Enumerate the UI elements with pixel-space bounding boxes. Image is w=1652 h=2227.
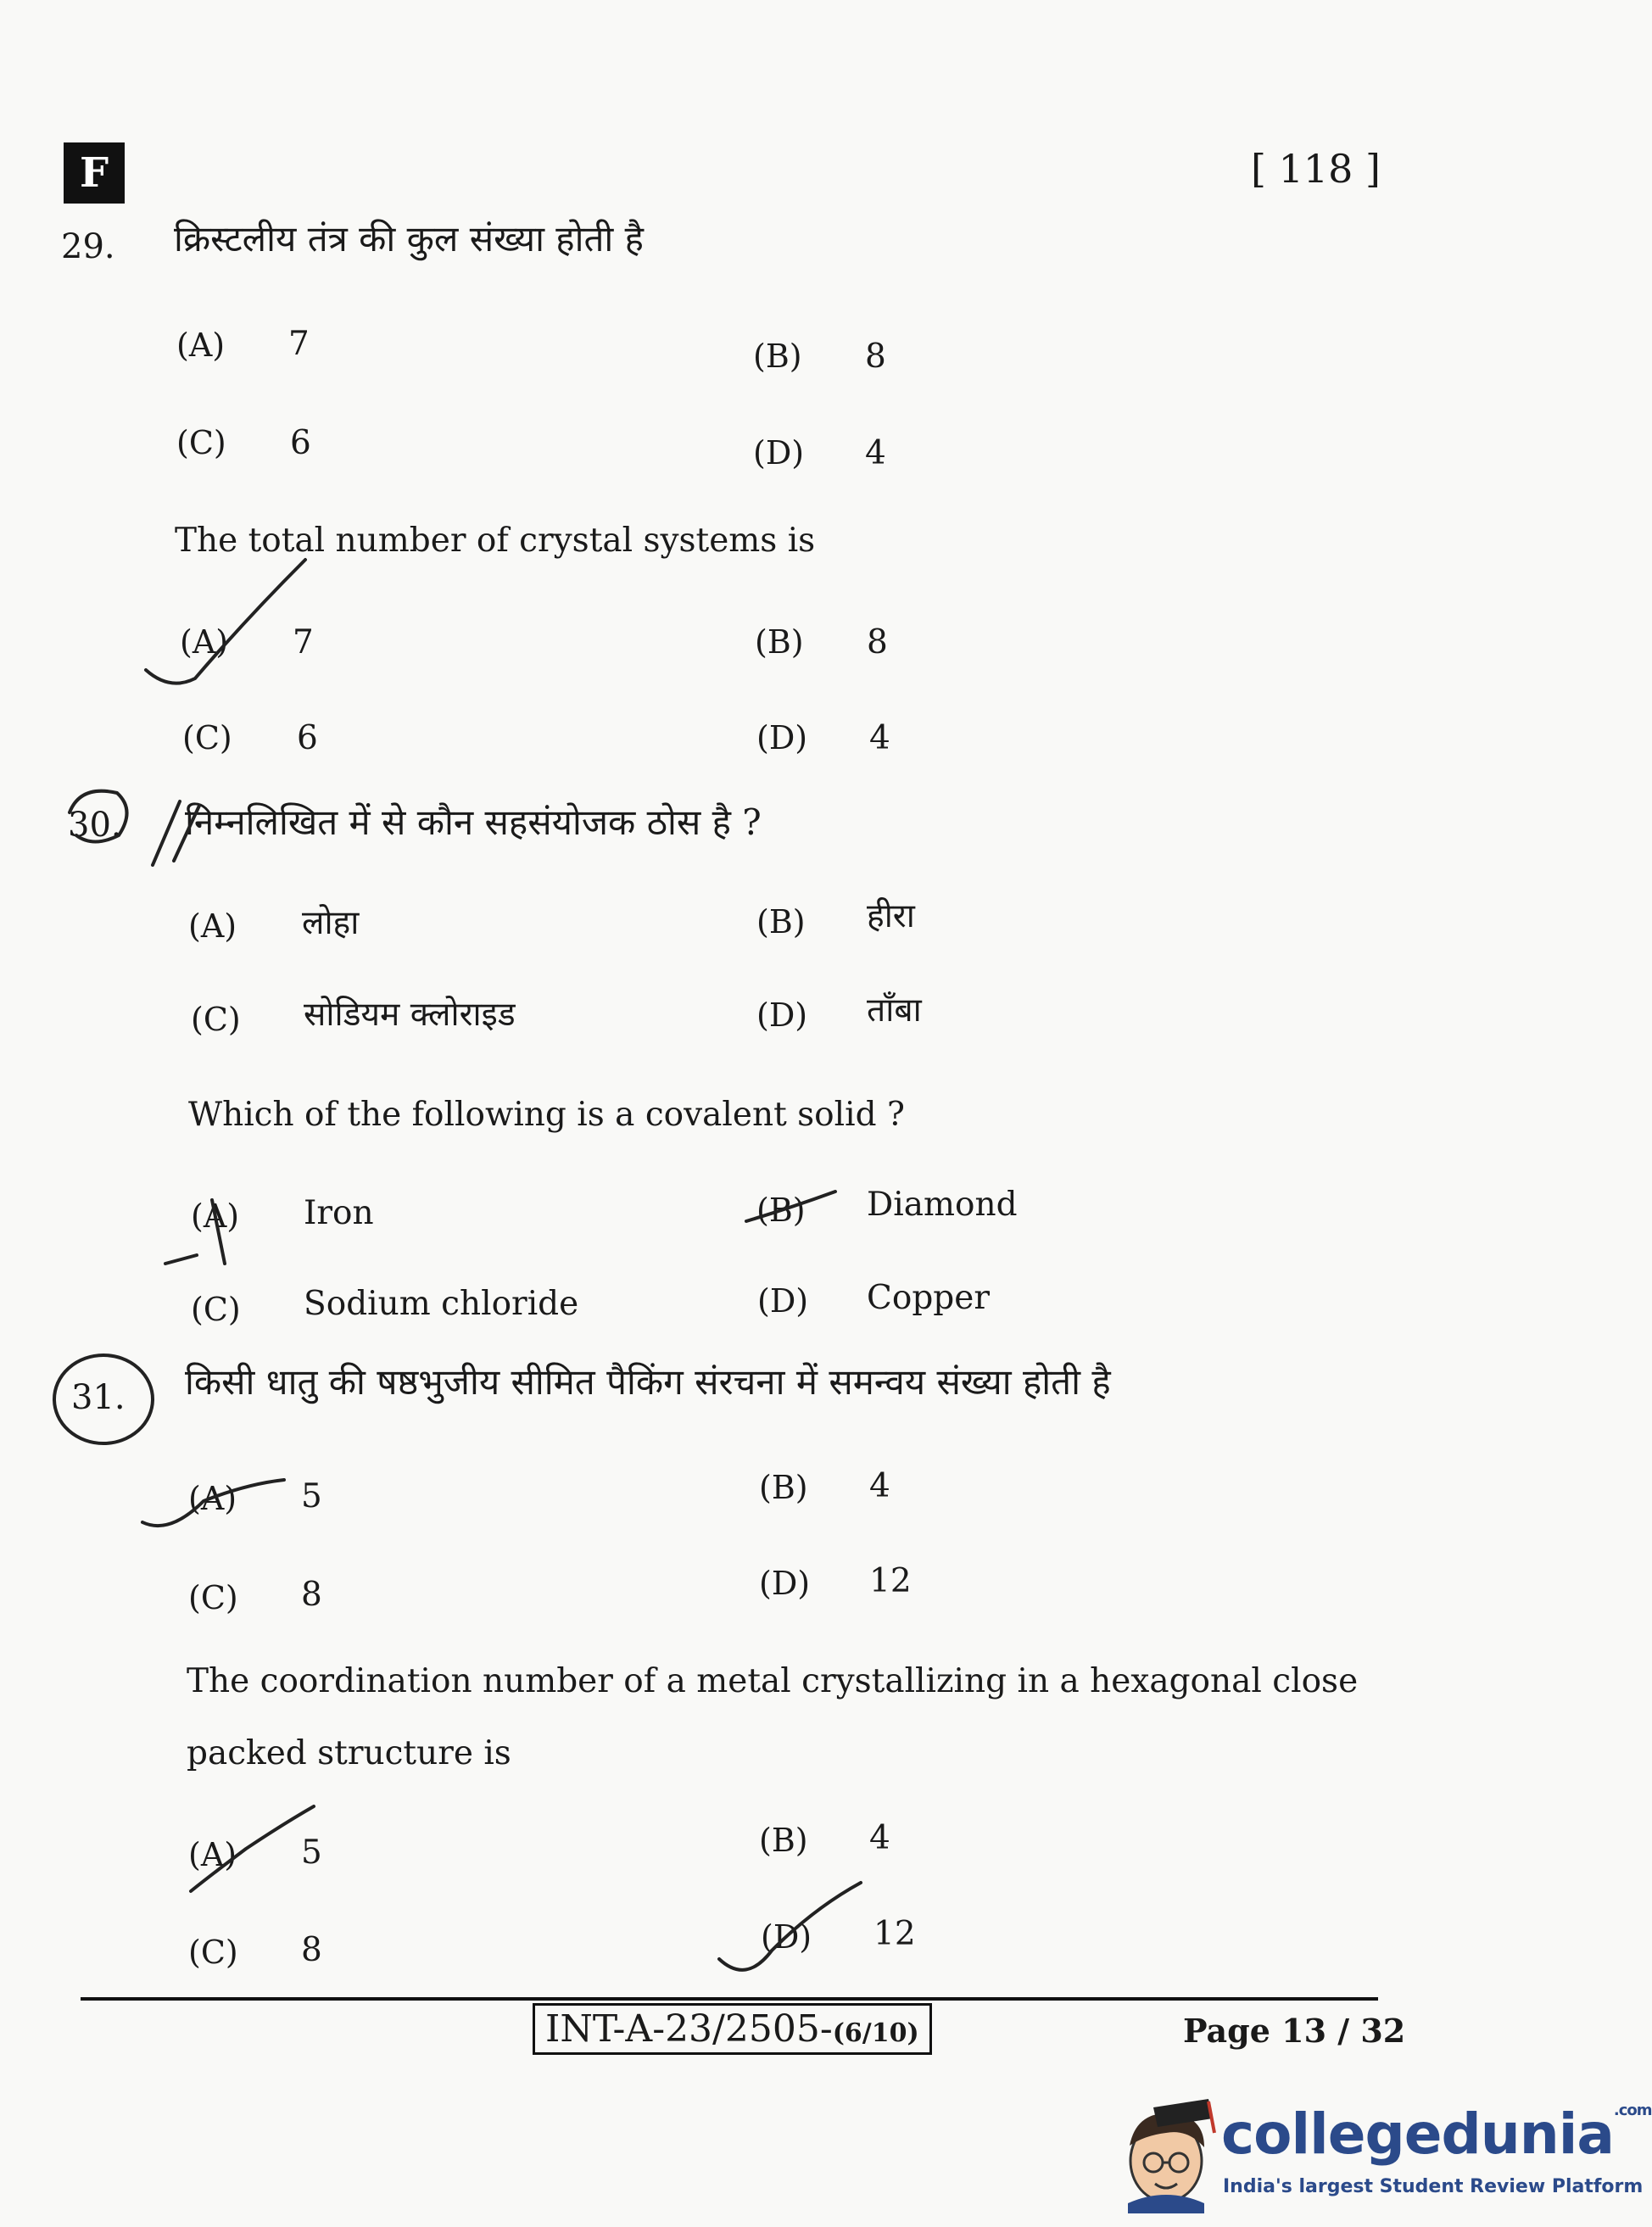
option-label: (B) [756, 1192, 806, 1229]
option-value: 7 [293, 623, 314, 661]
option-label: (C) [191, 1001, 241, 1038]
option-label: (A) [188, 1480, 237, 1517]
option-value: Sodium chloride [304, 1285, 579, 1323]
question-number: 30. [68, 806, 122, 845]
option-value: 4 [869, 1819, 890, 1857]
option-label: (A) [191, 1197, 240, 1235]
question-text-english: The coordination number of a metal crystallizing in a hexagonal close [187, 1662, 1359, 1700]
option-value: 6 [290, 424, 311, 462]
option-value: लोहा [302, 904, 360, 942]
option-label: (C) [188, 1934, 238, 1971]
mascot-logo-icon [1119, 2095, 1221, 2213]
set-badge: F [64, 142, 125, 204]
option-value: Iron [304, 1194, 374, 1232]
option-label: (D) [759, 1565, 811, 1602]
footer-rule [81, 1997, 1378, 2001]
option-label: (D) [753, 434, 805, 472]
question-text-english: The total number of crystal systems is [175, 522, 816, 560]
paper-code [533, 2003, 932, 2055]
question-text-english: Which of the following is a covalent solid ? [188, 1096, 905, 1134]
option-value: 4 [865, 434, 886, 472]
brand-name-main: collegedunia [1221, 2101, 1614, 2167]
option-value: 6 [297, 719, 318, 757]
option-value: 8 [865, 338, 886, 376]
brand-name [1221, 2101, 1652, 2167]
option-value: 7 [288, 325, 310, 363]
option-value: Copper [867, 1279, 990, 1317]
page-number: Page 13 / 32 [1183, 2012, 1406, 2050]
option-label: (C) [191, 1291, 241, 1328]
option-label: (B) [759, 1469, 808, 1506]
question-number: 31. [71, 1378, 126, 1417]
question-text-hindi: क्रिस्टलीय तंत्र की कुल संख्या होती है [174, 218, 644, 260]
option-label: (B) [753, 338, 802, 375]
option-value: 4 [869, 1467, 890, 1505]
option-label: (C) [188, 1579, 238, 1616]
option-value: सोडियम क्लोराइड [304, 996, 516, 1034]
option-value: 4 [869, 719, 890, 757]
option-label: (D) [756, 719, 808, 756]
page-code: [ 118 ] [1251, 146, 1381, 192]
question-text-english: packed structure is [187, 1734, 511, 1772]
option-label: (A) [188, 1836, 237, 1873]
brand-tagline: India's largest Student Review Platform [1223, 2176, 1644, 2197]
option-value: 8 [301, 1576, 322, 1614]
option-label: (D) [757, 1282, 809, 1320]
option-label: (D) [761, 1918, 812, 1956]
question-text-hindi: निम्नलिखित में से कौन सहसंयोजक ठोस है ? [185, 801, 762, 843]
option-label: (C) [176, 424, 226, 461]
option-label: (A) [180, 623, 229, 661]
question-text-hindi: किसी धातु की षष्ठभुजीय सीमित पैकिंग संरचना में समन्वय संख्या होती है [185, 1361, 1111, 1403]
paper-code-main: INT-A-23/2505- [545, 2007, 833, 2051]
question-number: 29. [61, 227, 115, 266]
option-value: 5 [301, 1834, 322, 1872]
paper-code-suffix: (6/10) [832, 2018, 919, 2048]
option-value: 12 [869, 1562, 912, 1600]
slash-mark-q30 [153, 801, 180, 865]
option-label: (D) [756, 996, 808, 1034]
option-value: 8 [867, 623, 888, 661]
option-value: 12 [873, 1915, 916, 1953]
option-value: हीरा [867, 897, 915, 935]
option-value: 8 [301, 1931, 322, 1969]
option-label: (A) [188, 907, 237, 945]
option-value: 5 [301, 1477, 322, 1515]
option-label: (B) [759, 1822, 808, 1859]
option-label: (C) [182, 719, 232, 756]
brand-domain-suffix: .com [1613, 2101, 1652, 2119]
option-label: (B) [755, 623, 804, 661]
option-label: (B) [756, 903, 806, 940]
tick-mark-q29-a [146, 560, 305, 684]
option-label: (A) [176, 327, 226, 364]
option-value: Diamond [867, 1186, 1018, 1224]
option-value: ताँबा [867, 991, 922, 1030]
